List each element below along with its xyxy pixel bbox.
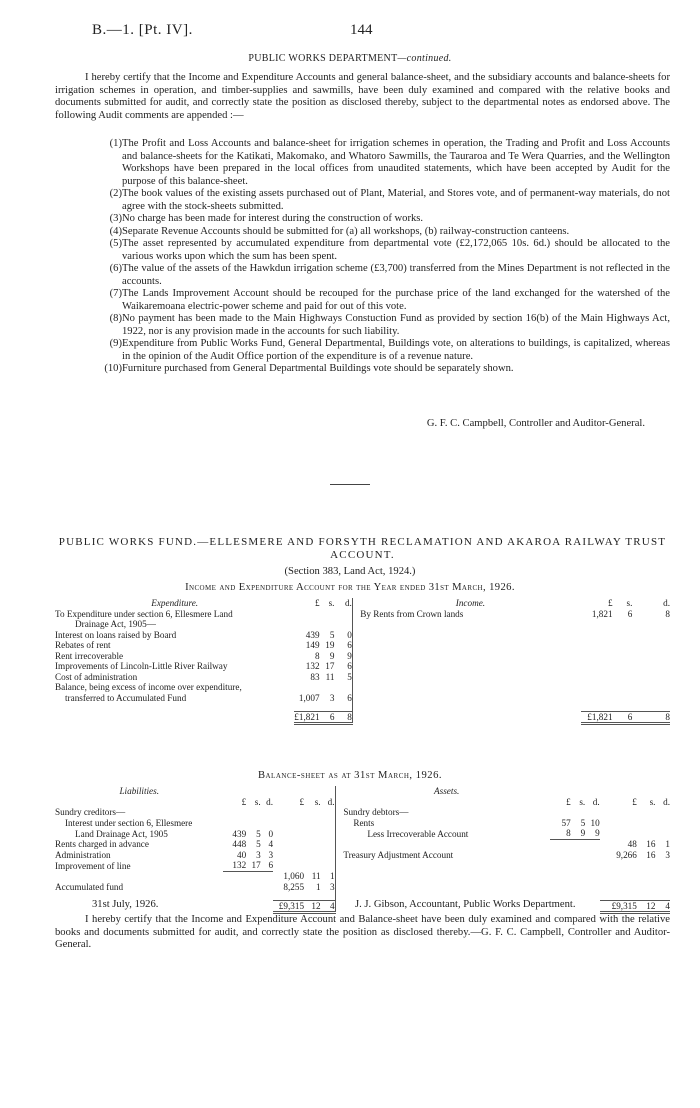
amount-pounds: 1,060 bbox=[283, 871, 305, 881]
amount-pounds: 1,007 bbox=[298, 692, 320, 703]
pound-heading: £ bbox=[241, 796, 247, 807]
audit-comment-number: (10) bbox=[104, 363, 122, 374]
amount-pence: 3 bbox=[268, 849, 274, 860]
total-pence: 4 bbox=[321, 900, 335, 913]
audit-comment-text: No payment has been made to the Main Highways Constuction Fund as provided by section 16(b) of the Main Highways Act, 1922, nor is any provision made in the accounts for such liability. bbox=[122, 313, 670, 337]
audit-comment-number: (1) bbox=[109, 138, 122, 149]
amount-shillings: 11 bbox=[325, 671, 335, 682]
expenditure-row-label: Rent irrecoverable bbox=[55, 650, 124, 661]
income-expenditure-title: Income and Expenditure Account for the Year ended 31st March, 1926. bbox=[185, 582, 515, 593]
audit-comment-number: (4) bbox=[109, 225, 122, 237]
amount-shillings: 11 bbox=[311, 871, 321, 881]
audit-comment-text: Separate Revenue Accounts should be submitted for (a) all workshops, (b) railway-construction canteens. bbox=[122, 225, 570, 237]
audit-certificate-intro: I hereby certify that the Income and Expenditure Accounts and general balance-sheet, and the subsidiary accounts and balance-sheets for irrigation schemes in operation, and timber-supplies and sawmills, have been duly examined and compared with the relative books and documents submitted for audit, and correctly state the position as disclosed thereby, subject to the departmental notes as endorsed above. The following Audit comments are appended :— bbox=[55, 72, 670, 121]
pound-heading: £ bbox=[314, 598, 320, 608]
amount-shillings: 19 bbox=[325, 640, 335, 650]
amount-pounds: 40 bbox=[237, 849, 247, 860]
amount-pounds: 9,266 bbox=[616, 849, 637, 860]
shilling-heading: s. bbox=[626, 598, 633, 608]
amount-pence: 6 bbox=[347, 692, 352, 703]
audit-comment-item bbox=[100, 213, 670, 226]
audit-comment-item bbox=[100, 263, 670, 288]
shilling-heading: s. bbox=[254, 796, 261, 807]
amount-shillings: 5 bbox=[256, 839, 261, 849]
amount-pounds: 439 bbox=[305, 629, 320, 640]
amount-pence: 5 bbox=[347, 671, 352, 682]
audit-comment-text: The Profit and Loss Accounts and balance-sheet for irrigation schemes in operation, the Trading and Profit and Loss Accounts and balance-sheets for the Katikati, Makomako, and Whatoro Sawmills, the Tauraroa and Te Wera Quarries, and the Wellington Workshops have been prepared in the local offices from unaudited statements, which have been accepted by Audit for the purpose of this balance-sheet. bbox=[122, 138, 670, 187]
pence-heading: d. bbox=[266, 796, 274, 807]
expenditure-row bbox=[55, 630, 670, 641]
amount-pence: 10 bbox=[590, 817, 600, 828]
irrecoverable-label: Less Irrecoverable Account bbox=[367, 828, 469, 839]
total-pounds: £9,315 bbox=[600, 900, 637, 913]
audit-comment-item bbox=[100, 313, 670, 338]
report-reference: B.—1. [Pt. IV]. bbox=[92, 22, 193, 38]
balance-sheet-title: Balance-sheet as at 31st March, 1926. bbox=[257, 770, 443, 781]
amount-shillings: 6 bbox=[627, 608, 633, 619]
amount-pounds: 132 bbox=[232, 860, 247, 870]
total-pounds: £9,315 bbox=[273, 900, 304, 913]
audit-comment-number: (7) bbox=[109, 288, 122, 299]
audit-comment-number: (6) bbox=[109, 263, 122, 274]
pound-heading: £ bbox=[632, 796, 637, 807]
expenditure-row-label: Improvements of Lincoln-Little River Railway bbox=[55, 661, 228, 671]
audit-comment-number: (5) bbox=[109, 238, 122, 249]
amount-shillings: 5 bbox=[580, 817, 586, 828]
pound-heading: £ bbox=[299, 796, 305, 807]
amount-pence: 6 bbox=[347, 661, 352, 671]
amount-pence: 4 bbox=[268, 839, 274, 849]
amount-shillings: 9 bbox=[329, 650, 335, 661]
auditor-signature: G. F. C. Campbell, Controller and Auditor-General. bbox=[426, 418, 645, 429]
amount-pounds: 132 bbox=[305, 661, 320, 671]
amount-pounds: 83 bbox=[310, 671, 320, 682]
audit-comment-text: Furniture purchased from General Departmental Buildings vote should be separately shown. bbox=[122, 363, 514, 374]
fund-title: PUBLIC WORKS FUND.—ELLESMERE AND FORSYTH RECLAMATION AND AKAROA RAILWAY TRUST ACCOUNT. bbox=[58, 536, 667, 561]
income-row-label: By Rents from Crown lands bbox=[360, 608, 464, 619]
assets-heading: Assets. bbox=[434, 786, 460, 796]
amount-pence: 6 bbox=[268, 860, 274, 870]
statement-date: 31st July, 1926. bbox=[92, 899, 159, 910]
creditor-row-label: Rents charged in advance bbox=[55, 839, 149, 849]
audit-comments-list bbox=[100, 138, 670, 376]
expenditure-row bbox=[55, 672, 670, 683]
amount-pence: 3 bbox=[665, 849, 670, 860]
total-shillings: 6 bbox=[320, 711, 335, 724]
total-pounds: £1,821 bbox=[581, 711, 613, 724]
expenditure-row bbox=[55, 661, 670, 672]
creditors-intro: Land Drainage Act, 1905 bbox=[75, 828, 168, 839]
amount-pounds: 8 bbox=[314, 650, 320, 661]
section-divider bbox=[330, 484, 370, 485]
amount-shillings: 5 bbox=[256, 828, 261, 839]
balance-line: transferred to Accumulated Fund bbox=[65, 692, 187, 703]
audit-comment-item bbox=[100, 288, 670, 313]
amount-pence: 0 bbox=[347, 629, 352, 640]
creditors-intro: Interest under section 6, Ellesmere bbox=[65, 817, 193, 828]
pound-heading: £ bbox=[607, 598, 613, 608]
balance-sheet-table bbox=[55, 786, 670, 914]
amount-pounds: 448 bbox=[232, 839, 247, 849]
income-heading: Income. bbox=[455, 598, 486, 608]
amount-shillings: 3 bbox=[256, 849, 261, 860]
amount-pounds: 8,255 bbox=[283, 881, 305, 892]
amount-shillings: 16 bbox=[646, 839, 656, 849]
audit-comment-item bbox=[100, 188, 670, 213]
expenditure-row-label: Rebates of rent bbox=[55, 640, 111, 650]
total-shillings: 12 bbox=[637, 900, 656, 913]
pence-heading: d. bbox=[592, 796, 600, 807]
pence-heading: d. bbox=[344, 598, 352, 608]
audit-comment-text: No charge has been made for interest during the construction of works. bbox=[122, 213, 424, 224]
total-pence: 4 bbox=[655, 900, 670, 913]
shilling-heading: s. bbox=[579, 796, 586, 807]
total-pence: 8 bbox=[632, 711, 670, 724]
amount-pence: 1 bbox=[329, 871, 335, 881]
pound-heading: £ bbox=[566, 796, 571, 807]
section-title-main: PUBLIC WORKS DEPARTMENT bbox=[248, 53, 398, 64]
amount-pence: 9 bbox=[595, 828, 600, 838]
audit-comment-item bbox=[100, 226, 670, 239]
shilling-heading: s. bbox=[314, 796, 321, 807]
audit-comment-text: The book values of the existing assets purchased out of Plant, Material, and Stores vote, and of permanent-way materials, do not agree with the stock-sheets submitted. bbox=[122, 188, 670, 212]
accountant-signature: J. J. Gibson, Accountant, Public Works Department. bbox=[355, 899, 576, 910]
amount-pence: 3 bbox=[329, 881, 335, 892]
amount-shillings: 17 bbox=[325, 661, 335, 671]
amount-shillings: 9 bbox=[580, 828, 586, 838]
expenditure-row bbox=[55, 640, 670, 651]
rents-label: Rents bbox=[353, 817, 375, 828]
total-pounds: £1,821 bbox=[294, 711, 320, 722]
audit-comment-item bbox=[100, 363, 670, 376]
creditor-row-label: Administration bbox=[55, 849, 111, 860]
shilling-heading: s. bbox=[649, 796, 656, 807]
fund-audit-certificate: I hereby certify that the Income and Expenditure Account and Balance-sheet have been duly examined and compared with the relative books and documents submitted for audit, and correctly state the position as disclosed thereby.—G. F. C. Campbell, Controller and Auditor-General. bbox=[55, 914, 670, 950]
amount-shillings: 16 bbox=[646, 849, 656, 860]
pence-heading: d. bbox=[327, 796, 335, 807]
pence-heading: d. bbox=[663, 598, 670, 608]
amount-pence: 6 bbox=[347, 640, 352, 650]
amount-shillings: 3 bbox=[329, 692, 335, 703]
pence-heading: d. bbox=[663, 796, 670, 807]
amount-pence: 1 bbox=[665, 839, 670, 849]
amount-pence: 8 bbox=[665, 608, 670, 619]
audit-comment-number: (8) bbox=[109, 313, 122, 324]
audit-comment-text: The Lands Improvement Account should be recouped for the purchase price of the land exchanged for the watershed of the Waikaremoana electric-power scheme and paid for out of this vote. bbox=[122, 288, 670, 312]
amount-pounds: 8 bbox=[566, 828, 571, 838]
amount-pounds: 57 bbox=[561, 817, 571, 828]
creditors-label: Sundry creditors— bbox=[55, 807, 126, 817]
amount-shillings: 5 bbox=[329, 629, 335, 640]
expenditure-row bbox=[55, 651, 670, 662]
audit-comment-text: The value of the assets of the Hawkdun irrigation scheme (£3,700) transferred from the Mines Department is not reflected in the accounts. bbox=[122, 263, 670, 287]
total-shillings: 6 bbox=[613, 711, 633, 724]
shilling-heading: s. bbox=[328, 598, 335, 608]
amount-pence: 0 bbox=[268, 828, 274, 839]
expenditure-row-label: Interest on loans raised by Board bbox=[55, 629, 177, 640]
audit-comment-item bbox=[100, 338, 670, 363]
audit-comment-item bbox=[100, 138, 670, 188]
audit-comment-text: The asset represented by accumulated expenditure from departmental vote (£2,172,065 10s. 6d.) should be allocated to the various works upon which the sum has been spent. bbox=[122, 238, 670, 262]
audit-comment-number: (2) bbox=[109, 188, 122, 199]
section-title-suffix: —continued. bbox=[397, 53, 452, 64]
expenditure-intro-line: Drainage Act, 1905— bbox=[75, 619, 156, 629]
accumulated-fund-label: Accumulated fund bbox=[55, 881, 124, 892]
creditor-row-label: Improvement of line bbox=[55, 860, 131, 871]
amount-pounds: 1,821 bbox=[591, 608, 613, 619]
page-number: 144 bbox=[350, 22, 373, 38]
treasury-label: Treasury Adjustment Account bbox=[343, 849, 454, 860]
fund-subtitle: (Section 383, Land Act, 1924.) bbox=[284, 566, 416, 577]
audit-comment-number: (3) bbox=[109, 213, 122, 224]
total-pence: 8 bbox=[334, 711, 352, 724]
debtors-label: Sundry debtors— bbox=[343, 807, 409, 817]
amount-pence: 9 bbox=[347, 650, 352, 661]
expenditure-row-label: Cost of administration bbox=[55, 671, 138, 682]
total-shillings: 12 bbox=[304, 900, 321, 913]
expenditure-heading: Expenditure. bbox=[151, 598, 199, 608]
section-title bbox=[0, 53, 700, 64]
amount-shillings: 1 bbox=[316, 881, 321, 892]
amount-pounds: 48 bbox=[627, 839, 637, 849]
liabilities-heading: Liabilities. bbox=[119, 786, 160, 796]
amount-shillings: 17 bbox=[251, 860, 261, 870]
expenditure-intro-line: To Expenditure under section 6, Ellesmere Land bbox=[55, 608, 233, 619]
income-expenditure-table bbox=[55, 598, 670, 725]
audit-comment-item bbox=[100, 238, 670, 263]
amount-pounds: 149 bbox=[305, 640, 320, 650]
audit-comment-text: Expenditure from Public Works Fund, General Departmental, Buildings vote, on alterations to buildings, is capitalized, whereas in the opinion of the Audit Office portion of the expenditure is of a revenue nature. bbox=[122, 338, 670, 362]
audit-comment-number: (9) bbox=[109, 338, 122, 349]
amount-pounds: 439 bbox=[232, 828, 247, 839]
balance-line: Balance, being excess of income over expenditure, bbox=[55, 682, 242, 692]
